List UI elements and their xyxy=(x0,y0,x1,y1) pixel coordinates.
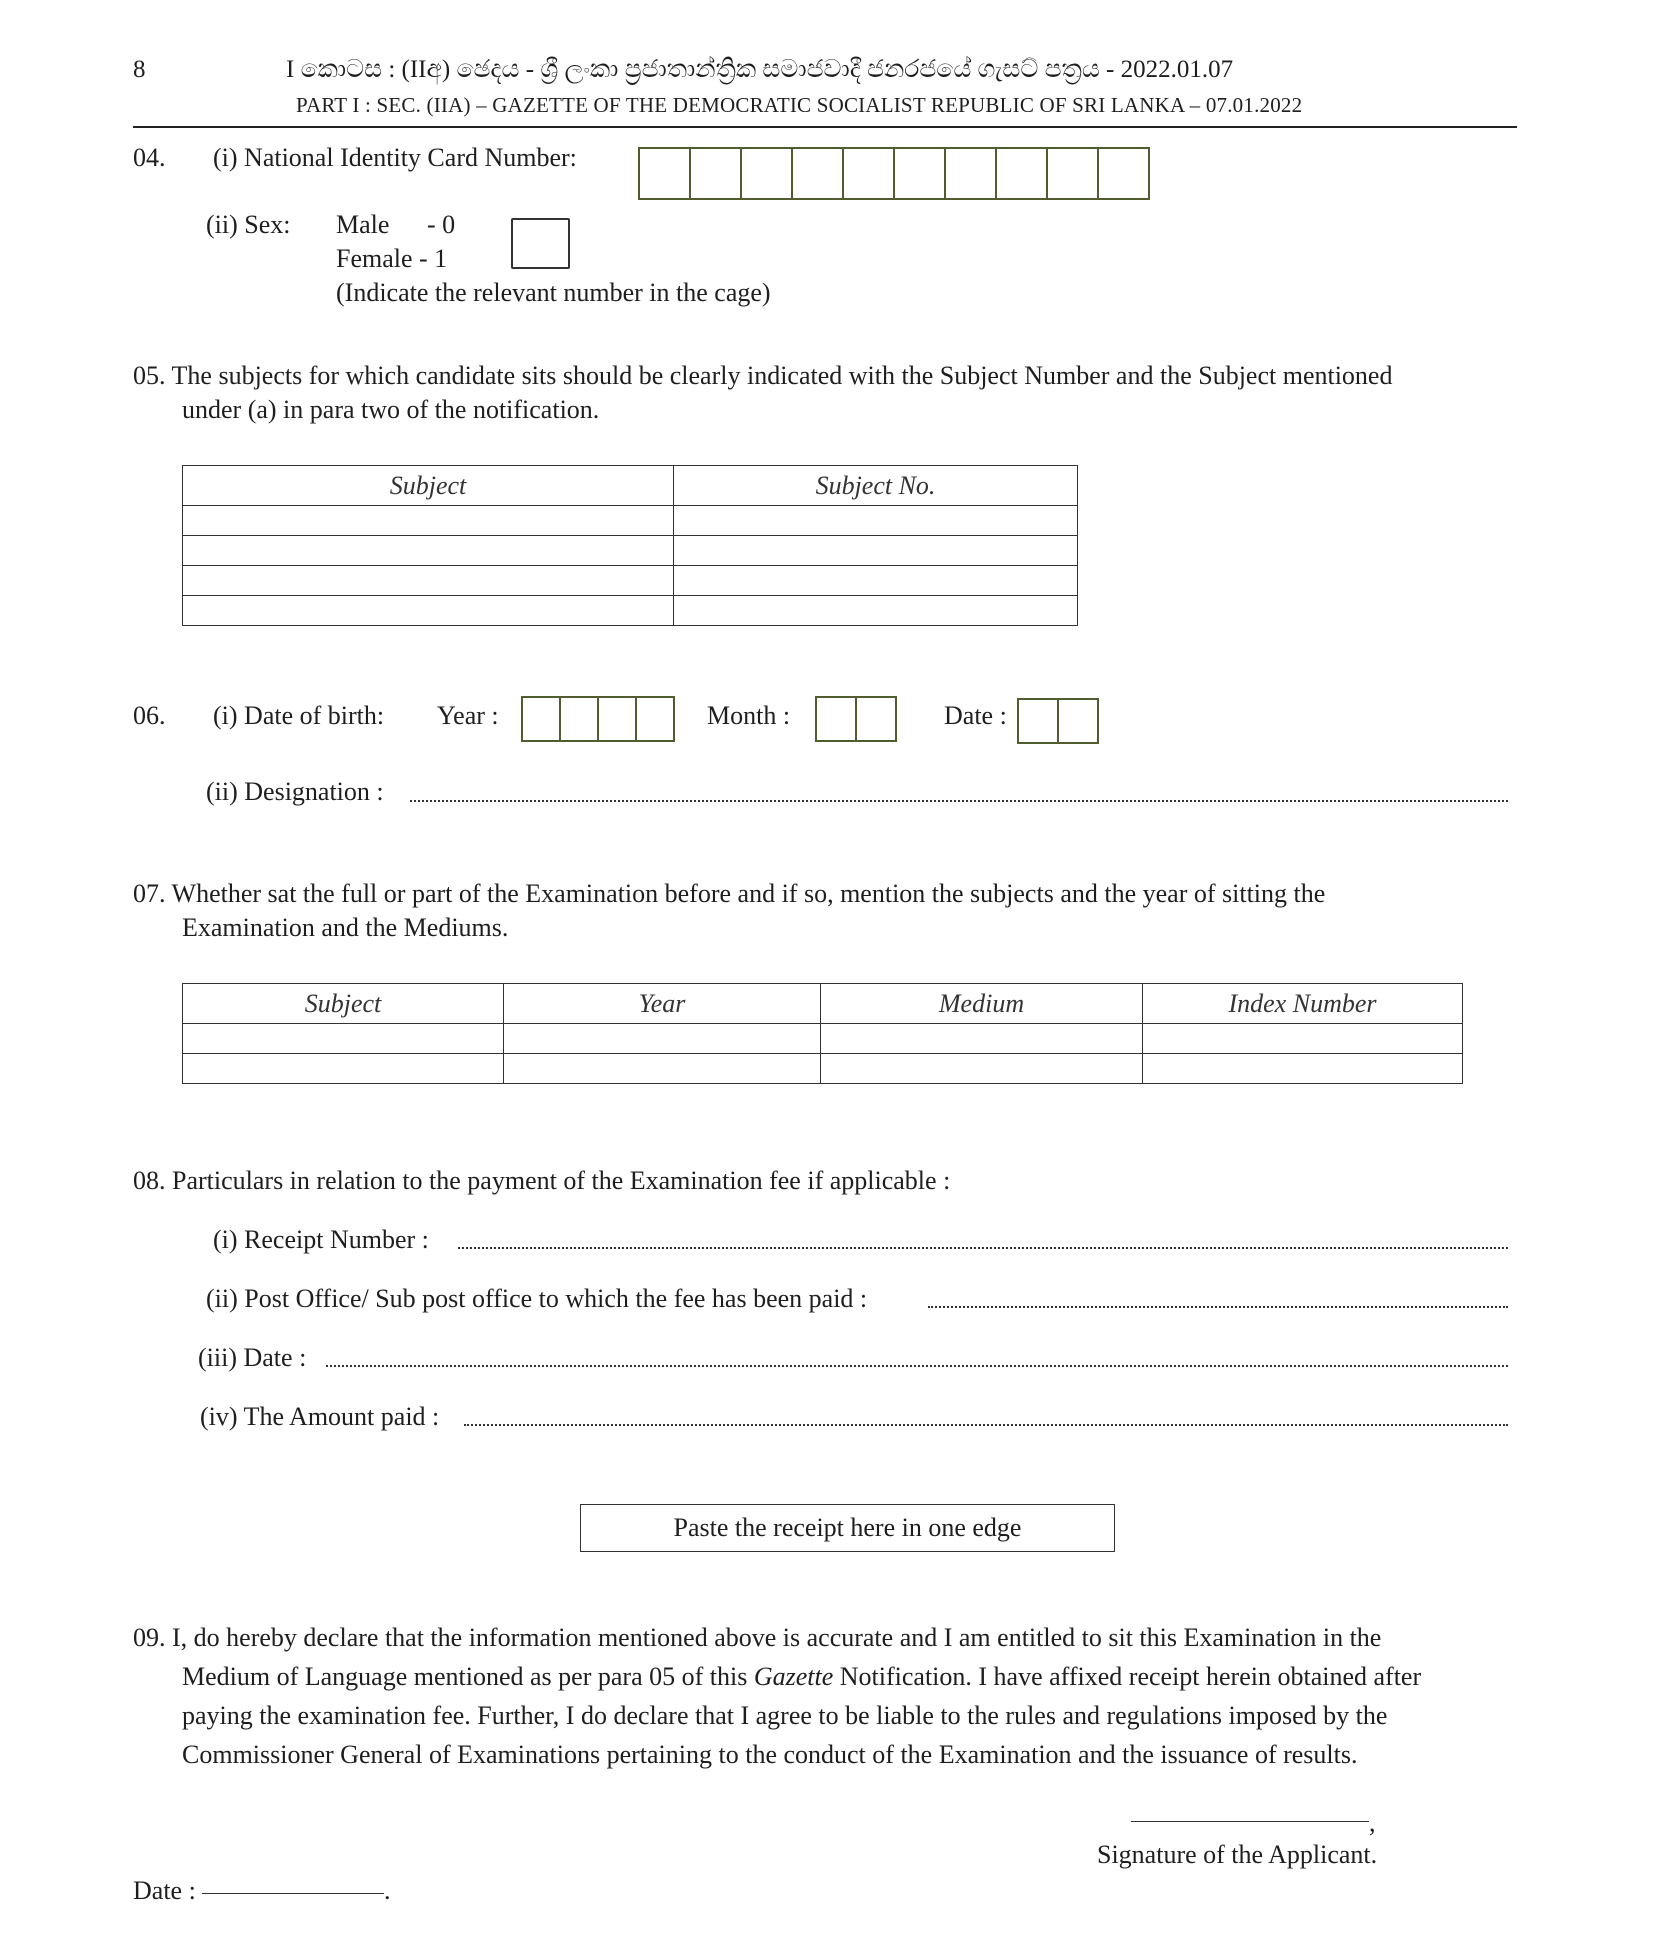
declaration-line2-a: Medium of Language mentioned as per para 05 of this xyxy=(182,1662,754,1691)
signature-line[interactable] xyxy=(1131,1821,1369,1822)
section-04-number: 04. xyxy=(133,143,166,172)
subjects-table-header-subject: Subject xyxy=(183,466,674,506)
page-number: 8 xyxy=(133,56,146,83)
subjects-table-header-subject-no: Subject No. xyxy=(674,466,1078,506)
declaration-line2 xyxy=(182,1662,1421,1692)
table-row xyxy=(183,506,1078,536)
year-cage[interactable] xyxy=(597,696,637,742)
amount-paid-label: (iv) The Amount paid : xyxy=(200,1402,440,1431)
nic-cage-row xyxy=(638,147,1150,200)
nic-cage[interactable] xyxy=(944,147,997,200)
table-row xyxy=(183,536,1078,566)
section-07-text-line1: 07. Whether sat the full or part of the Examination before and if so, mention the subjects and the year of sitting the xyxy=(133,879,1326,908)
prev-medium-cell[interactable] xyxy=(821,1024,1143,1054)
declaration-line3: paying the examination fee. Further, I do declare that I agree to be liable to the rules and regulations imposed by the xyxy=(182,1701,1388,1730)
subject-cell[interactable] xyxy=(183,596,674,626)
footer-date-end: . xyxy=(384,1876,391,1905)
declaration-line1: 09. I, do hereby declare that the information mentioned above is accurate and I am entitled to sit this Examination in the xyxy=(133,1623,1382,1652)
subjects-table xyxy=(182,465,1078,626)
sex-male-code: - 0 xyxy=(427,210,456,239)
nic-label: (i) National Identity Card Number: xyxy=(213,143,577,172)
dob-label: (i) Date of birth: xyxy=(213,701,385,730)
prev-index-cell[interactable] xyxy=(1143,1024,1463,1054)
payment-date-field[interactable] xyxy=(326,1363,1508,1367)
nic-cage[interactable] xyxy=(995,147,1048,200)
post-office-label: (ii) Post Office/ Sub post office to which the fee has been paid : xyxy=(206,1284,868,1313)
prev-subject-cell[interactable] xyxy=(183,1024,504,1054)
sex-cage[interactable] xyxy=(511,218,570,269)
prev-medium-cell[interactable] xyxy=(821,1054,1143,1084)
declaration-gazette-italic: Gazette xyxy=(753,1662,834,1691)
post-office-field[interactable] xyxy=(928,1304,1508,1308)
section-08-title: 08. Particulars in relation to the payment of the Examination fee if applicable : xyxy=(133,1166,951,1195)
receipt-paste-label: Paste the receipt here in one edge xyxy=(673,1513,1022,1542)
month-cage[interactable] xyxy=(815,696,857,742)
subject-no-cell[interactable] xyxy=(674,596,1078,626)
table-row xyxy=(183,1024,1463,1054)
dob-year-cages xyxy=(521,696,675,742)
dob-month-label: Month : xyxy=(707,701,791,730)
section-05-text-line2: under (a) in para two of the notification. xyxy=(182,395,600,424)
prev-subject-cell[interactable] xyxy=(183,1054,504,1084)
table-row xyxy=(183,1054,1463,1084)
prev-index-cell[interactable] xyxy=(1143,1054,1463,1084)
dob-date-label: Date : xyxy=(944,701,1007,730)
designation-label: (ii) Designation : xyxy=(206,777,384,806)
declaration-line2-b: Notification. I have affixed receipt herein obtained after xyxy=(833,1662,1422,1691)
subject-cell[interactable] xyxy=(183,536,674,566)
header-sinhala-title: I කොටස : (IIඅ) ඡෙදය - ශ්‍රී ලංකා ප්‍රජාතාන්ත්‍රික සමාජවාදී ජනරජයේ ගැසට් පත්‍රය - 2022.01.07 xyxy=(286,56,1234,83)
prev-year-cell[interactable] xyxy=(504,1024,821,1054)
nic-cage[interactable] xyxy=(842,147,895,200)
subject-no-cell[interactable] xyxy=(674,536,1078,566)
subject-cell[interactable] xyxy=(183,566,674,596)
dob-date-cages xyxy=(1017,698,1099,744)
receipt-paste-box xyxy=(580,1504,1115,1552)
month-cage[interactable] xyxy=(855,696,897,742)
header-rule xyxy=(133,126,1517,128)
header-english-title: PART I : SEC. (IIA) – GAZETTE OF THE DEMOCRATIC SOCIALIST REPUBLIC OF SRI LANKA – 07.01.2022 xyxy=(296,93,1303,117)
previous-exams-table xyxy=(182,983,1463,1084)
prev-table-header-medium: Medium xyxy=(821,984,1143,1024)
payment-date-label: (iii) Date : xyxy=(198,1343,307,1372)
year-cage[interactable] xyxy=(635,696,675,742)
designation-field[interactable] xyxy=(410,798,1508,802)
nic-cage[interactable] xyxy=(1046,147,1099,200)
sex-female-label: Female - 1 xyxy=(336,244,448,273)
sex-male-label: Male xyxy=(336,210,390,239)
section-05-text-line1: 05. The subjects for which candidate sits should be clearly indicated with the Subject Number and the Subject mentioned xyxy=(133,361,1393,390)
receipt-number-label: (i) Receipt Number : xyxy=(213,1225,429,1254)
section-06-number: 06. xyxy=(133,701,166,730)
nic-cage[interactable] xyxy=(1097,147,1150,200)
dob-month-cages xyxy=(815,696,897,742)
prev-year-cell[interactable] xyxy=(504,1054,821,1084)
subject-cell[interactable] xyxy=(183,506,674,536)
subject-no-cell[interactable] xyxy=(674,506,1078,536)
footer-date-line[interactable] xyxy=(202,1893,384,1894)
subject-no-cell[interactable] xyxy=(674,566,1078,596)
nic-cage[interactable] xyxy=(791,147,844,200)
amount-paid-field[interactable] xyxy=(464,1422,1508,1426)
year-cage[interactable] xyxy=(559,696,599,742)
table-row xyxy=(183,596,1078,626)
sex-label: (ii) Sex: xyxy=(206,210,291,239)
table-row xyxy=(183,566,1078,596)
date-cage[interactable] xyxy=(1057,698,1099,744)
nic-cage[interactable] xyxy=(638,147,691,200)
prev-table-header-subject: Subject xyxy=(183,984,504,1024)
dob-year-label: Year : xyxy=(437,701,499,730)
signature-label: Signature of the Applicant. xyxy=(1097,1840,1378,1869)
nic-cage[interactable] xyxy=(893,147,946,200)
nic-cage[interactable] xyxy=(740,147,793,200)
signature-comma: , xyxy=(1369,1808,1376,1837)
receipt-number-field[interactable] xyxy=(458,1245,1508,1249)
prev-table-header-year: Year xyxy=(504,984,821,1024)
date-cage[interactable] xyxy=(1017,698,1059,744)
prev-table-header-index-number: Index Number xyxy=(1143,984,1463,1024)
year-cage[interactable] xyxy=(521,696,561,742)
sex-note: (Indicate the relevant number in the cage) xyxy=(336,278,771,307)
nic-cage[interactable] xyxy=(689,147,742,200)
footer-date-label: Date : xyxy=(133,1876,196,1905)
declaration-line4: Commissioner General of Examinations pertaining to the conduct of the Examination and the issuance of results. xyxy=(182,1740,1358,1769)
section-07-text-line2: Examination and the Mediums. xyxy=(182,913,509,942)
